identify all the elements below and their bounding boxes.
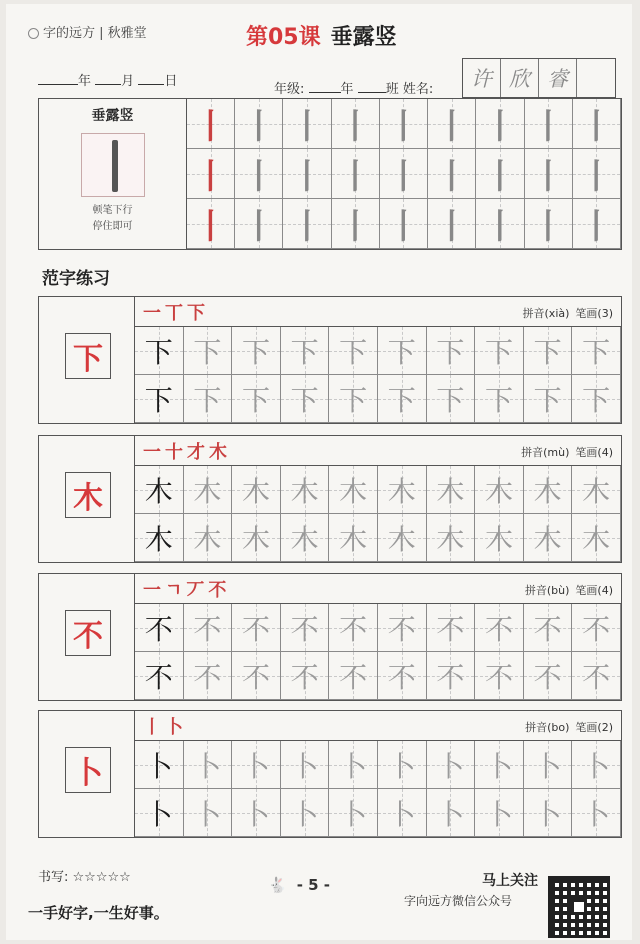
trace-character: 卜 bbox=[339, 797, 368, 831]
trace-character-cell[interactable] bbox=[232, 327, 281, 375]
trace-character-cell[interactable] bbox=[524, 789, 573, 837]
trace-character: 卜 bbox=[193, 749, 222, 783]
trace-character-cell[interactable] bbox=[475, 514, 524, 562]
trace-character: 下 bbox=[436, 335, 465, 369]
qr-code-icon[interactable] bbox=[548, 876, 610, 938]
example-character-cell[interactable] bbox=[135, 375, 184, 423]
practice-grid bbox=[135, 327, 621, 423]
day-label: 日 bbox=[164, 74, 178, 89]
example-character-cell[interactable] bbox=[135, 789, 184, 837]
trace-character-cell[interactable] bbox=[572, 514, 621, 562]
stroke-grid-cell[interactable] bbox=[332, 149, 380, 199]
trace-character: 卜 bbox=[436, 749, 465, 783]
trace-character: 下 bbox=[339, 335, 368, 369]
trace-character: 下 bbox=[290, 335, 319, 369]
trace-character-cell[interactable] bbox=[184, 514, 233, 562]
stroke-grid-cell[interactable] bbox=[428, 199, 476, 249]
trace-character: 木 bbox=[533, 474, 562, 508]
trace-character-cell[interactable] bbox=[475, 327, 524, 375]
trace-character: 卜 bbox=[582, 749, 611, 783]
stroke-grid-cell[interactable] bbox=[187, 149, 235, 199]
class-name-label: 班 姓名: bbox=[385, 82, 434, 97]
stroke-count: 笔画(4) bbox=[575, 584, 613, 597]
trace-character: 木 bbox=[387, 474, 416, 508]
model-character: 不 bbox=[73, 619, 103, 654]
trace-character-cell[interactable] bbox=[572, 375, 621, 423]
trace-character-cell[interactable] bbox=[475, 375, 524, 423]
page-title bbox=[246, 20, 397, 51]
example-character-cell[interactable] bbox=[135, 327, 184, 375]
trace-character-cell[interactable] bbox=[378, 741, 427, 789]
stroke-count: 笔画(2) bbox=[575, 721, 613, 734]
stroke-glyph: 丨 bbox=[241, 157, 276, 197]
lesson-number: 第05课 bbox=[246, 25, 321, 50]
trace-character-cell[interactable] bbox=[329, 327, 378, 375]
trace-character: 卜 bbox=[387, 797, 416, 831]
trace-character: 卜 bbox=[582, 797, 611, 831]
stroke-glyph: 丨 bbox=[434, 157, 469, 197]
trace-character: 下 bbox=[241, 335, 270, 369]
trace-character: 木 bbox=[484, 522, 513, 556]
trace-character-cell[interactable] bbox=[427, 375, 476, 423]
stroke-glyph: 丨 bbox=[531, 107, 566, 147]
trace-character: 不 bbox=[193, 612, 222, 646]
trace-character: 卜 bbox=[241, 749, 270, 783]
trace-character-cell[interactable] bbox=[524, 741, 573, 789]
name-char-box[interactable] bbox=[577, 59, 615, 97]
trace-character: 不 bbox=[484, 660, 513, 694]
page-number-text: - 5 - bbox=[296, 876, 331, 894]
character-block bbox=[38, 435, 622, 563]
trace-character-cell[interactable] bbox=[281, 604, 330, 652]
stroke-grid-cell[interactable] bbox=[380, 199, 428, 249]
grade-line bbox=[274, 78, 433, 97]
stroke-grid-cell[interactable] bbox=[332, 199, 380, 249]
trace-character-cell[interactable] bbox=[524, 652, 573, 700]
stroke-tip-2: 停住即可 bbox=[92, 221, 133, 232]
stroke-glyph: 丨 bbox=[338, 157, 373, 197]
month-label: 月 bbox=[121, 74, 135, 89]
trace-character-cell[interactable] bbox=[427, 327, 476, 375]
stroke-order: 一十才木 bbox=[143, 442, 231, 463]
pinyin-strokes bbox=[525, 582, 613, 598]
trace-character-cell[interactable] bbox=[475, 466, 524, 514]
stroke-info bbox=[39, 99, 187, 249]
example-character: 下 bbox=[144, 383, 173, 417]
practice-grid bbox=[135, 604, 621, 700]
stroke-grid-cell[interactable] bbox=[573, 149, 621, 199]
stroke-grid-cell[interactable] bbox=[573, 99, 621, 149]
trace-character: 下 bbox=[484, 383, 513, 417]
trace-character-cell[interactable] bbox=[281, 375, 330, 423]
trace-character: 木 bbox=[436, 474, 465, 508]
trace-character-cell[interactable] bbox=[475, 604, 524, 652]
pinyin: 拼音(bo) bbox=[525, 721, 570, 734]
trace-character-cell[interactable] bbox=[329, 466, 378, 514]
example-character: 不 bbox=[144, 660, 173, 694]
brand-logo bbox=[28, 22, 147, 41]
stroke-count: 笔画(3) bbox=[575, 307, 613, 320]
character-block bbox=[38, 710, 622, 838]
name-char-box[interactable]: 许 bbox=[463, 59, 501, 97]
trace-character: 卜 bbox=[533, 797, 562, 831]
stroke-glyph: 丨 bbox=[241, 107, 276, 147]
stroke-grid-cell[interactable] bbox=[525, 149, 573, 199]
model-character-cell bbox=[39, 297, 135, 423]
example-character-cell[interactable] bbox=[135, 741, 184, 789]
trace-character: 木 bbox=[484, 474, 513, 508]
example-character: 卜 bbox=[144, 797, 173, 831]
stroke-glyph: 丨 bbox=[579, 107, 614, 147]
pinyin-strokes bbox=[523, 305, 613, 321]
trace-character-cell[interactable] bbox=[427, 789, 476, 837]
example-character-cell[interactable] bbox=[135, 604, 184, 652]
trace-character-cell[interactable] bbox=[378, 514, 427, 562]
stroke-grid-cell[interactable] bbox=[283, 149, 331, 199]
model-character-cell bbox=[39, 711, 135, 837]
trace-character: 不 bbox=[436, 660, 465, 694]
trace-character-cell[interactable] bbox=[232, 466, 281, 514]
pinyin: 拼音(mù) bbox=[521, 446, 570, 459]
trace-character-cell[interactable] bbox=[281, 789, 330, 837]
trace-character-cell[interactable] bbox=[378, 375, 427, 423]
example-character: 木 bbox=[144, 474, 173, 508]
name-char-box[interactable]: 睿 bbox=[539, 59, 577, 97]
trace-character-cell[interactable] bbox=[427, 466, 476, 514]
stroke-grid-cell[interactable] bbox=[525, 99, 573, 149]
grade-year-label: 年 bbox=[340, 82, 354, 97]
trace-character: 不 bbox=[582, 612, 611, 646]
stroke-grid-cell[interactable] bbox=[428, 149, 476, 199]
trace-character-cell[interactable] bbox=[184, 789, 233, 837]
trace-character: 木 bbox=[193, 474, 222, 508]
trace-character: 卜 bbox=[484, 749, 513, 783]
trace-character-cell[interactable] bbox=[184, 327, 233, 375]
trace-character: 下 bbox=[533, 383, 562, 417]
stroke-grid-cell[interactable] bbox=[525, 199, 573, 249]
trace-character-cell[interactable] bbox=[184, 604, 233, 652]
trace-character-cell[interactable] bbox=[232, 789, 281, 837]
grade-blank[interactable] bbox=[309, 81, 341, 93]
character-block bbox=[38, 573, 622, 701]
stroke-diagram-image bbox=[81, 133, 145, 197]
rating-stars[interactable]: 书写: ☆☆☆☆☆ bbox=[38, 870, 131, 885]
trace-character: 木 bbox=[193, 522, 222, 556]
trace-character: 下 bbox=[387, 383, 416, 417]
trace-character: 卜 bbox=[484, 797, 513, 831]
trace-character: 下 bbox=[339, 383, 368, 417]
trace-character: 不 bbox=[290, 660, 319, 694]
trace-character-cell[interactable] bbox=[184, 652, 233, 700]
stroke-glyph: 丨 bbox=[338, 207, 373, 247]
stroke-glyph: 丨 bbox=[290, 207, 325, 247]
wechat-label: 字向远方微信公众号 bbox=[404, 894, 513, 908]
pinyin: 拼音(xià) bbox=[522, 307, 570, 320]
stroke-order-row bbox=[135, 436, 621, 466]
practice-grid bbox=[135, 741, 621, 837]
trace-character: 木 bbox=[241, 474, 270, 508]
grade-label: 年级: bbox=[274, 82, 305, 97]
trace-character-cell[interactable] bbox=[427, 514, 476, 562]
trace-character: 木 bbox=[436, 522, 465, 556]
stroke-grid-cell[interactable] bbox=[573, 199, 621, 249]
trace-character: 卜 bbox=[241, 797, 270, 831]
trace-character: 不 bbox=[533, 660, 562, 694]
stroke-grid-cell[interactable] bbox=[235, 99, 283, 149]
follow-label: 马上关注 bbox=[482, 873, 538, 889]
stroke-glyph: 丨 bbox=[290, 107, 325, 147]
trace-character-cell[interactable] bbox=[281, 466, 330, 514]
trace-character: 卜 bbox=[193, 797, 222, 831]
model-character-cell bbox=[39, 574, 135, 700]
trace-character-cell[interactable] bbox=[281, 327, 330, 375]
example-character-cell[interactable] bbox=[135, 466, 184, 514]
motto: 一手好字,一生好事。 bbox=[28, 904, 169, 922]
trace-character: 下 bbox=[290, 383, 319, 417]
stroke-glyph: 丨 bbox=[482, 207, 517, 247]
trace-character-cell[interactable] bbox=[329, 652, 378, 700]
trace-character: 下 bbox=[241, 383, 270, 417]
stroke-grid-cell[interactable] bbox=[235, 199, 283, 249]
stroke-name: 垂露竖 bbox=[91, 108, 134, 124]
trace-character-cell[interactable] bbox=[184, 466, 233, 514]
stroke-order: 一丅下 bbox=[143, 303, 209, 324]
trace-character-cell[interactable] bbox=[378, 466, 427, 514]
trace-character-cell[interactable] bbox=[427, 604, 476, 652]
trace-character: 木 bbox=[582, 474, 611, 508]
stroke-glyph: 丨 bbox=[579, 157, 614, 197]
trace-character-cell[interactable] bbox=[232, 604, 281, 652]
trace-character: 木 bbox=[339, 522, 368, 556]
stroke-count: 笔画(4) bbox=[575, 446, 613, 459]
trace-character: 木 bbox=[387, 522, 416, 556]
stroke-grid-cell[interactable] bbox=[380, 149, 428, 199]
practice-grid bbox=[135, 466, 621, 562]
stroke-glyph: 丨 bbox=[386, 157, 421, 197]
trace-character-cell[interactable] bbox=[572, 741, 621, 789]
trace-character: 下 bbox=[436, 383, 465, 417]
stroke-practice-panel bbox=[38, 98, 622, 250]
trace-character-cell[interactable] bbox=[524, 514, 573, 562]
stroke-tip-1: 顿笔下行 bbox=[92, 205, 133, 216]
trace-character: 不 bbox=[484, 612, 513, 646]
trace-character: 不 bbox=[193, 660, 222, 694]
trace-character-cell[interactable] bbox=[232, 375, 281, 423]
model-character: 下 bbox=[73, 342, 103, 377]
trace-character-cell[interactable] bbox=[378, 327, 427, 375]
trace-character-cell[interactable] bbox=[572, 652, 621, 700]
trace-character: 下 bbox=[484, 335, 513, 369]
stroke-glyph: 丨 bbox=[531, 207, 566, 247]
example-character: 卜 bbox=[144, 749, 173, 783]
trace-character: 木 bbox=[582, 522, 611, 556]
trace-character: 不 bbox=[339, 612, 368, 646]
trace-character: 下 bbox=[582, 335, 611, 369]
stroke-order: 丨卜 bbox=[143, 717, 187, 738]
model-character-cell bbox=[39, 436, 135, 562]
character-block bbox=[38, 296, 622, 424]
stroke-glyph: 丨 bbox=[531, 157, 566, 197]
stroke-order-row bbox=[135, 711, 621, 741]
worksheet-page bbox=[6, 4, 632, 940]
trace-character-cell[interactable] bbox=[281, 741, 330, 789]
trace-character-cell[interactable] bbox=[378, 652, 427, 700]
stroke-grid-cell[interactable] bbox=[235, 149, 283, 199]
example-character: 木 bbox=[144, 522, 173, 556]
trace-character: 下 bbox=[533, 335, 562, 369]
trace-character-cell[interactable] bbox=[427, 652, 476, 700]
trace-character-cell[interactable] bbox=[184, 741, 233, 789]
stroke-glyph: 丨 bbox=[386, 107, 421, 147]
trace-character: 木 bbox=[339, 474, 368, 508]
date-line bbox=[38, 70, 177, 89]
pinyin: 拼音(bù) bbox=[524, 584, 570, 597]
trace-character-cell[interactable] bbox=[281, 652, 330, 700]
model-character-box bbox=[65, 747, 111, 793]
model-character: 木 bbox=[73, 481, 103, 516]
stroke-grid-cell[interactable] bbox=[283, 99, 331, 149]
month-blank[interactable] bbox=[95, 73, 121, 85]
day-blank[interactable] bbox=[138, 73, 164, 85]
trace-character-cell[interactable] bbox=[232, 514, 281, 562]
trace-character-cell[interactable] bbox=[378, 789, 427, 837]
trace-character-cell[interactable] bbox=[232, 652, 281, 700]
trace-character-cell[interactable] bbox=[524, 604, 573, 652]
stroke-glyph: 丨 bbox=[193, 207, 228, 247]
trace-character-cell[interactable] bbox=[184, 375, 233, 423]
class-blank[interactable] bbox=[358, 81, 386, 93]
trace-character-cell[interactable] bbox=[378, 604, 427, 652]
trace-character: 卜 bbox=[436, 797, 465, 831]
stroke-grid-cell[interactable] bbox=[428, 99, 476, 149]
stroke-glyph: 丨 bbox=[241, 207, 276, 247]
rabbit-icon: 🐇 bbox=[268, 876, 287, 894]
trace-character-cell[interactable] bbox=[524, 327, 573, 375]
model-character-box bbox=[65, 610, 111, 656]
stroke-glyph: 丨 bbox=[482, 157, 517, 197]
trace-character-cell[interactable] bbox=[427, 741, 476, 789]
pinyin-strokes bbox=[521, 444, 613, 460]
trace-character-cell[interactable] bbox=[572, 327, 621, 375]
trace-character-cell[interactable] bbox=[329, 741, 378, 789]
brand-text: 字的远方 | 秋雅堂 bbox=[43, 26, 147, 41]
trace-character: 不 bbox=[387, 660, 416, 694]
trace-character-cell[interactable] bbox=[232, 741, 281, 789]
trace-character: 下 bbox=[582, 383, 611, 417]
stroke-grid-cell[interactable] bbox=[476, 149, 524, 199]
stroke-grid-cell[interactable] bbox=[332, 99, 380, 149]
trace-character: 木 bbox=[290, 474, 319, 508]
trace-character-cell[interactable] bbox=[329, 375, 378, 423]
stroke-glyph: 丨 bbox=[193, 107, 228, 147]
stroke-grid-cell[interactable] bbox=[187, 199, 235, 249]
trace-character-cell[interactable] bbox=[572, 466, 621, 514]
trace-character: 不 bbox=[339, 660, 368, 694]
student-name-boxes bbox=[462, 58, 616, 98]
model-character-box bbox=[65, 333, 111, 379]
lesson-name: 垂露竖 bbox=[330, 25, 397, 50]
trace-character: 卜 bbox=[290, 749, 319, 783]
year-label: 年 bbox=[78, 74, 92, 89]
trace-character-cell[interactable] bbox=[329, 604, 378, 652]
stroke-grid-cell[interactable] bbox=[380, 99, 428, 149]
brand-circle-icon bbox=[28, 28, 39, 39]
trace-character-cell[interactable] bbox=[572, 604, 621, 652]
stroke-grid-cell[interactable] bbox=[283, 199, 331, 249]
trace-character: 不 bbox=[290, 612, 319, 646]
trace-character-cell[interactable] bbox=[475, 652, 524, 700]
stroke-grid-cell[interactable] bbox=[187, 99, 235, 149]
trace-character: 下 bbox=[193, 335, 222, 369]
section-title: 范字练习 bbox=[42, 269, 110, 289]
trace-character: 木 bbox=[533, 522, 562, 556]
trace-character: 不 bbox=[533, 612, 562, 646]
trace-character-cell[interactable] bbox=[475, 741, 524, 789]
trace-character: 不 bbox=[387, 612, 416, 646]
stroke-order-row bbox=[135, 297, 621, 327]
trace-character-cell[interactable] bbox=[329, 514, 378, 562]
example-character: 下 bbox=[144, 335, 173, 369]
trace-character: 下 bbox=[193, 383, 222, 417]
stroke-glyph: 丨 bbox=[193, 157, 228, 197]
pinyin-strokes bbox=[525, 719, 613, 735]
stroke-glyph: 丨 bbox=[386, 207, 421, 247]
name-char-box[interactable]: 欣 bbox=[501, 59, 539, 97]
trace-character: 不 bbox=[436, 612, 465, 646]
stroke-glyph: 丨 bbox=[482, 107, 517, 147]
trace-character: 木 bbox=[241, 522, 270, 556]
page-number bbox=[268, 876, 330, 894]
trace-character-cell[interactable] bbox=[524, 466, 573, 514]
trace-character: 不 bbox=[582, 660, 611, 694]
stroke-order-row bbox=[135, 574, 621, 604]
vertical-stroke-icon bbox=[112, 140, 118, 192]
trace-character: 木 bbox=[290, 522, 319, 556]
trace-character: 卜 bbox=[533, 749, 562, 783]
trace-character: 下 bbox=[387, 335, 416, 369]
model-character: 卜 bbox=[73, 756, 103, 791]
trace-character: 卜 bbox=[387, 749, 416, 783]
trace-character: 卜 bbox=[290, 797, 319, 831]
stroke-grid-cell[interactable] bbox=[476, 199, 524, 249]
stroke-glyph: 丨 bbox=[579, 207, 614, 247]
example-character-cell[interactable] bbox=[135, 652, 184, 700]
trace-character-cell[interactable] bbox=[524, 375, 573, 423]
trace-character: 卜 bbox=[339, 749, 368, 783]
stroke-order: 一ㄱ丆不 bbox=[143, 580, 231, 601]
trace-character-cell[interactable] bbox=[475, 789, 524, 837]
trace-character-cell[interactable] bbox=[281, 514, 330, 562]
trace-character: 不 bbox=[241, 660, 270, 694]
stroke-glyph: 丨 bbox=[290, 157, 325, 197]
example-character: 不 bbox=[144, 612, 173, 646]
year-blank[interactable] bbox=[38, 73, 78, 85]
trace-character-cell[interactable] bbox=[329, 789, 378, 837]
stroke-glyph: 丨 bbox=[338, 107, 373, 147]
qr-center-mark bbox=[571, 899, 587, 915]
stroke-glyph: 丨 bbox=[434, 207, 469, 247]
stroke-grid bbox=[187, 99, 621, 249]
trace-character-cell[interactable] bbox=[572, 789, 621, 837]
stroke-grid-cell[interactable] bbox=[476, 99, 524, 149]
example-character-cell[interactable] bbox=[135, 514, 184, 562]
model-character-box bbox=[65, 472, 111, 518]
trace-character: 不 bbox=[241, 612, 270, 646]
stroke-glyph: 丨 bbox=[434, 107, 469, 147]
